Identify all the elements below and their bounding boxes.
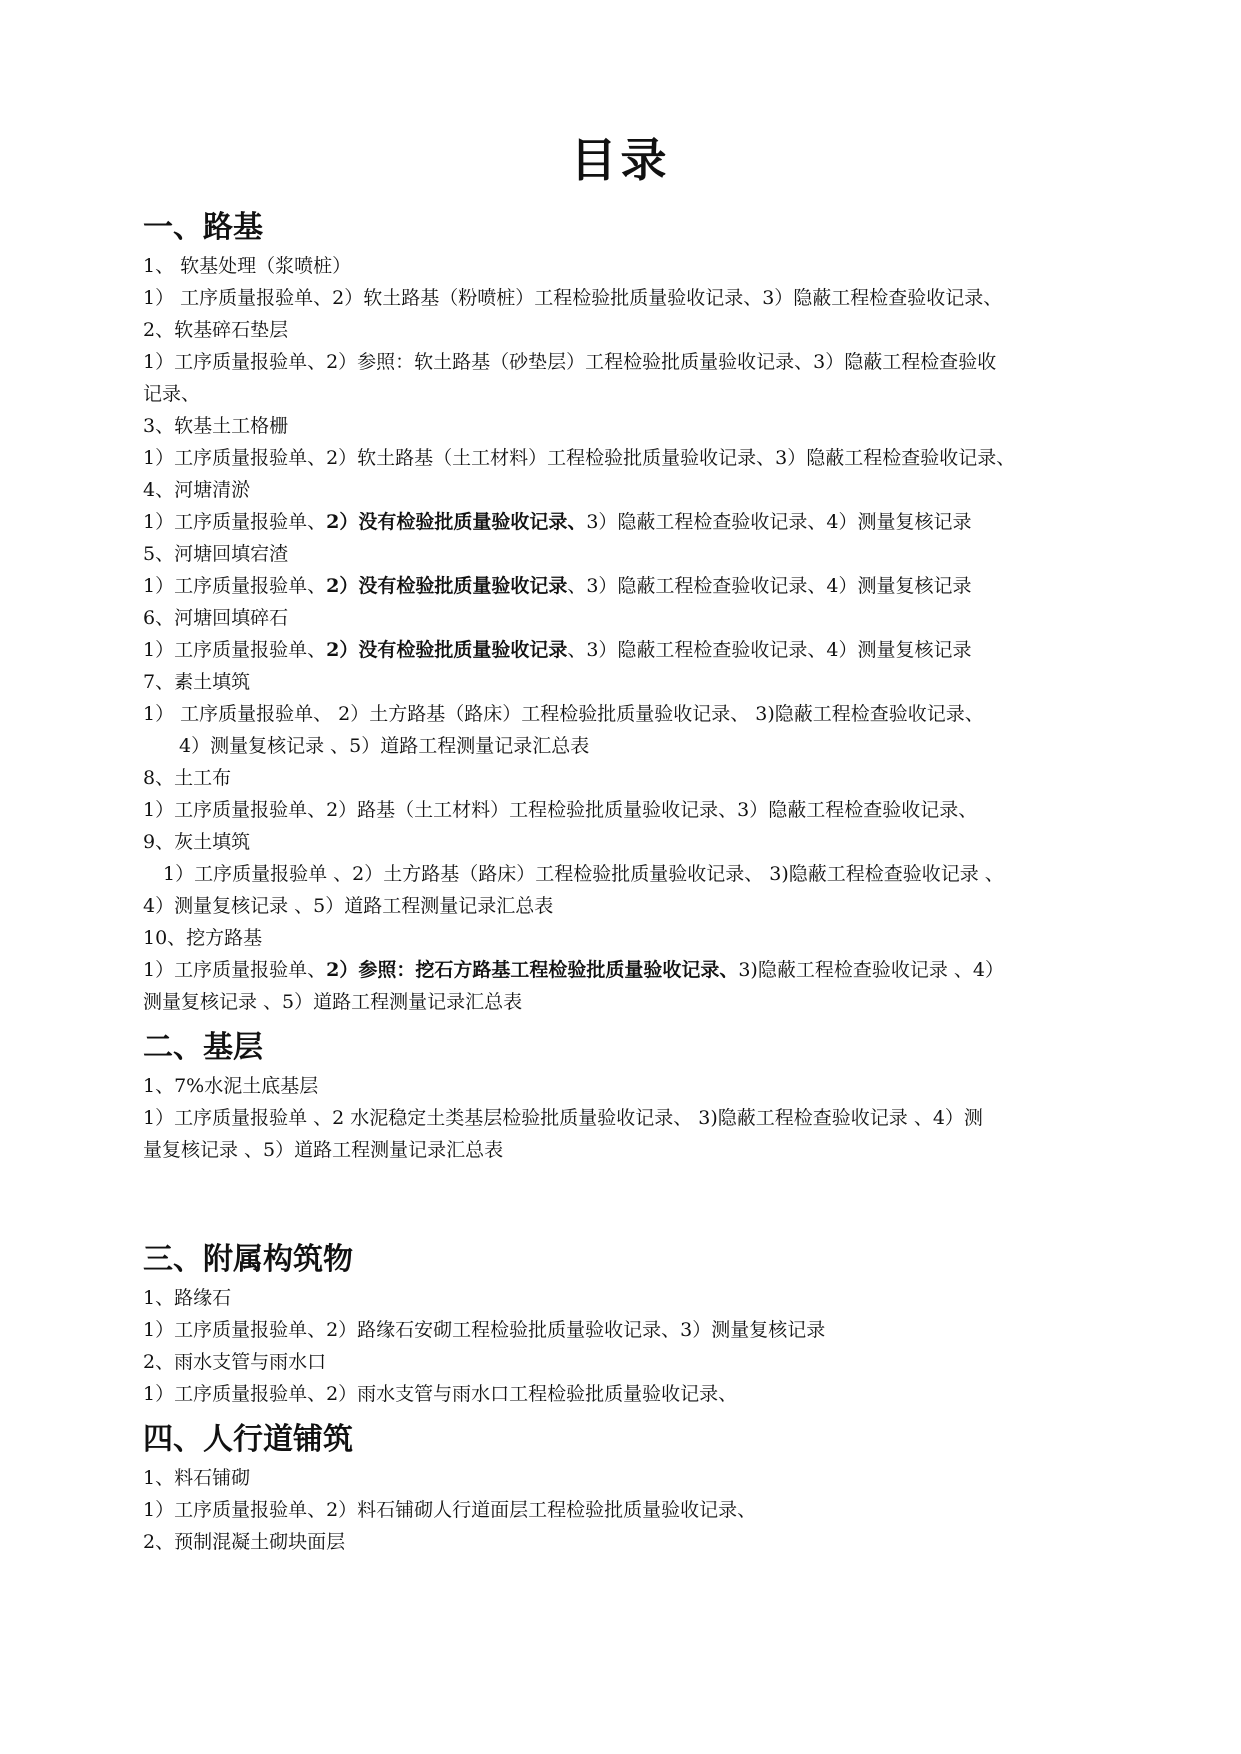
section-heading-ancillary-structures: 三、附属构筑物 bbox=[143, 1242, 353, 1277]
record-text: 1）工序质量报验单、 bbox=[143, 575, 327, 597]
spacer bbox=[143, 1018, 1123, 1026]
toc-item: 2、雨水支管与雨水口 bbox=[143, 1351, 327, 1373]
toc-record-line: 1）工序质量报验单 、2）土方路基（路床）工程检验批质量验收记录、 3)隐蔽工程检查验收记录 、 bbox=[163, 863, 1004, 885]
toc-item: 2、预制混凝土砌块面层 bbox=[143, 1531, 346, 1553]
toc-record-line: 1）工序质量报验单、2）软土路基（土工材料）工程检验批质量验收记录、3）隐蔽工程检查验收记录、 bbox=[143, 447, 1016, 469]
record-text: 1）工序质量报验单、 bbox=[143, 511, 327, 533]
record-text: 1）工序质量报验单、 bbox=[143, 639, 327, 661]
toc-item: 2、软基碎石垫层 bbox=[143, 319, 289, 341]
toc-record-line: 1）工序质量报验单、2）路基（土工材料）工程检验批质量验收记录、3）隐蔽工程检查验收记录、 bbox=[143, 799, 978, 821]
toc-item: 1、7%水泥土底基层 bbox=[143, 1075, 319, 1097]
section-heading-sidewalk-paving: 四、人行道铺筑 bbox=[143, 1422, 353, 1457]
record-note-bold: 2）没有检验批质量验收记录 bbox=[326, 575, 568, 597]
record-text: 3)隐蔽工程检查验收记录 、4） bbox=[738, 959, 1004, 981]
toc-record-line: 4）测量复核记录 、5）道路工程测量记录汇总表 bbox=[179, 735, 590, 757]
toc-item: 5、河塘回填宕渣 bbox=[143, 543, 289, 565]
page-title: 目录 bbox=[570, 133, 671, 187]
spacer bbox=[143, 1166, 1123, 1238]
toc-item: 1、料石铺砌 bbox=[143, 1467, 251, 1489]
toc-record-line: 量复核记录 、5）道路工程测量记录汇总表 bbox=[143, 1139, 504, 1161]
toc-record-line: 记录、 bbox=[143, 383, 201, 405]
toc-item: 7、素土填筑 bbox=[143, 671, 251, 693]
toc-item: 1、 软基处理（浆喷桩） bbox=[143, 255, 352, 277]
toc-record-line: 1）工序质量报验单、2）参照：软土路基（砂垫层）工程检验批质量验收记录、3）隐蔽工程检查验收 bbox=[143, 351, 997, 373]
toc-record-line bbox=[143, 954, 1123, 986]
toc-record-line bbox=[143, 570, 1123, 602]
toc-record-line: 1）工序质量报验单 、2 水泥稳定土类基层检验批质量验收记录、 3)隐蔽工程检查验收记录 、4）测 bbox=[143, 1107, 983, 1129]
record-text: 、3）隐蔽工程检查验收记录、4）测量复核记录 bbox=[567, 639, 972, 661]
section-heading-subgrade: 一、路基 bbox=[143, 210, 263, 245]
toc-item: 4、河塘清淤 bbox=[143, 479, 251, 501]
record-text: 、3）隐蔽工程检查验收记录、4）测量复核记录 bbox=[567, 575, 972, 597]
toc-item: 6、河塘回填碎石 bbox=[143, 607, 289, 629]
record-text: 1）工序质量报验单、 bbox=[143, 959, 327, 981]
toc-item: 3、软基土工格栅 bbox=[143, 415, 289, 437]
toc-record-line: 1） 工序质量报验单、 2）土方路基（路床）工程检验批质量验收记录、 3)隐蔽工程检查验收记录、 bbox=[143, 703, 984, 725]
toc-record-line: 1）工序质量报验单、2）料石铺砌人行道面层工程检验批质量验收记录、 bbox=[143, 1499, 757, 1521]
toc-item: 10、挖方路基 bbox=[143, 927, 263, 949]
toc-record-line: 1）工序质量报验单、2）路缘石安砌工程检验批质量验收记录、3）测量复核记录 bbox=[143, 1319, 826, 1341]
section-heading-base-course: 二、基层 bbox=[143, 1030, 263, 1065]
toc-record-line bbox=[143, 506, 1123, 538]
toc-item: 1、路缘石 bbox=[143, 1287, 232, 1309]
record-note-bold: 2）没有检验批质量验收记录 bbox=[326, 639, 568, 661]
toc-record-line: 测量复核记录 、5）道路工程测量记录汇总表 bbox=[143, 991, 523, 1013]
toc-record-line: 4）测量复核记录 、5）道路工程测量记录汇总表 bbox=[143, 895, 554, 917]
toc-record-line: 1） 工序质量报验单、2）软土路基（粉喷桩）工程检验批质量验收记录、3）隐蔽工程检查验收记录、 bbox=[143, 287, 1003, 309]
record-note-bold: 2）没有检验批质量验收记录、 bbox=[326, 511, 587, 533]
toc-item: 9、灰土填筑 bbox=[143, 831, 251, 853]
record-note-bold: 2）参照：挖石方路基工程检验批质量验收记录、 bbox=[326, 959, 739, 981]
toc-record-line bbox=[143, 634, 1123, 666]
spacer bbox=[143, 1410, 1123, 1418]
toc-content bbox=[143, 206, 1123, 1558]
toc-record-line: 1）工序质量报验单、2）雨水支管与雨水口工程检验批质量验收记录、 bbox=[143, 1383, 738, 1405]
record-text: 3）隐蔽工程检查验收记录、4）测量复核记录 bbox=[586, 511, 972, 533]
toc-item: 8、土工布 bbox=[143, 767, 232, 789]
